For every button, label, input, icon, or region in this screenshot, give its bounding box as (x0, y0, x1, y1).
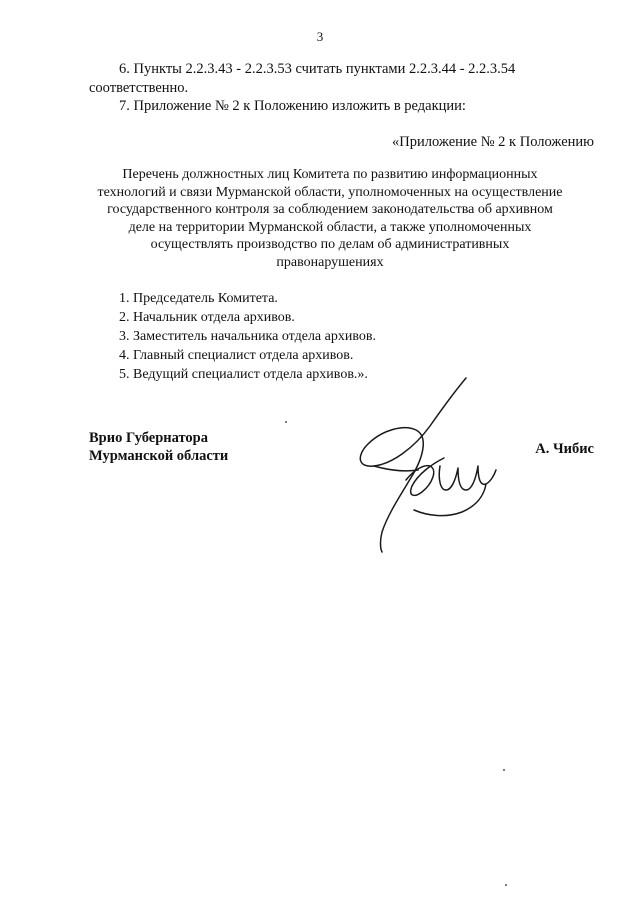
appendix-title (60, 166, 600, 271)
appendix-title-line: осуществлять производство по делам об административных (150, 237, 510, 252)
signatory-name: А. Чибис (535, 441, 594, 457)
appendix-title-line: технологий и связи Мурманской области, уполномоченных на осуществление (97, 184, 563, 200)
paragraph-6-line-2: соответственно. (89, 80, 189, 96)
list-item: 4. Главный специалист отдела архивов. (119, 348, 354, 363)
page-number: 3 (316, 29, 324, 44)
paragraph-7: 7. Приложение № 2 к Положению изложить в редакции: (119, 98, 466, 114)
signatory-position-line-2: Мурманской области (89, 448, 229, 464)
list-item: 5. Ведущий специалист отдела архивов.». (119, 367, 368, 382)
appendix-title-line: Перечень должностных лиц Комитета по развитию информационных (122, 167, 538, 182)
list-item: 3. Заместитель начальника отдела архивов. (119, 329, 376, 344)
list-item: 1. Председатель Комитета. (119, 291, 278, 306)
paragraph-6-line-1: 6. Пункты 2.2.3.43 - 2.2.3.53 считать пунктами 2.2.3.44 - 2.2.3.54 (119, 61, 516, 77)
appendix-title-line: правонарушениях (276, 254, 384, 270)
handwritten-signature (348, 372, 508, 554)
appendix-reference: «Приложение № 2 к Положению (392, 134, 594, 150)
signatory-position-line-1: Врио Губернатора (89, 430, 208, 446)
appendix-title-line: государственного контроля за соблюдением законодательства об архивном (107, 202, 553, 217)
appendix-title-line: деле на территории Мурманской области, а также уполномоченных (128, 219, 532, 235)
scan-speck (285, 421, 287, 423)
officials-list (119, 289, 376, 384)
list-item: 2. Начальник отдела архивов. (119, 310, 295, 325)
scan-speck (505, 884, 507, 886)
scan-speck (503, 769, 505, 771)
